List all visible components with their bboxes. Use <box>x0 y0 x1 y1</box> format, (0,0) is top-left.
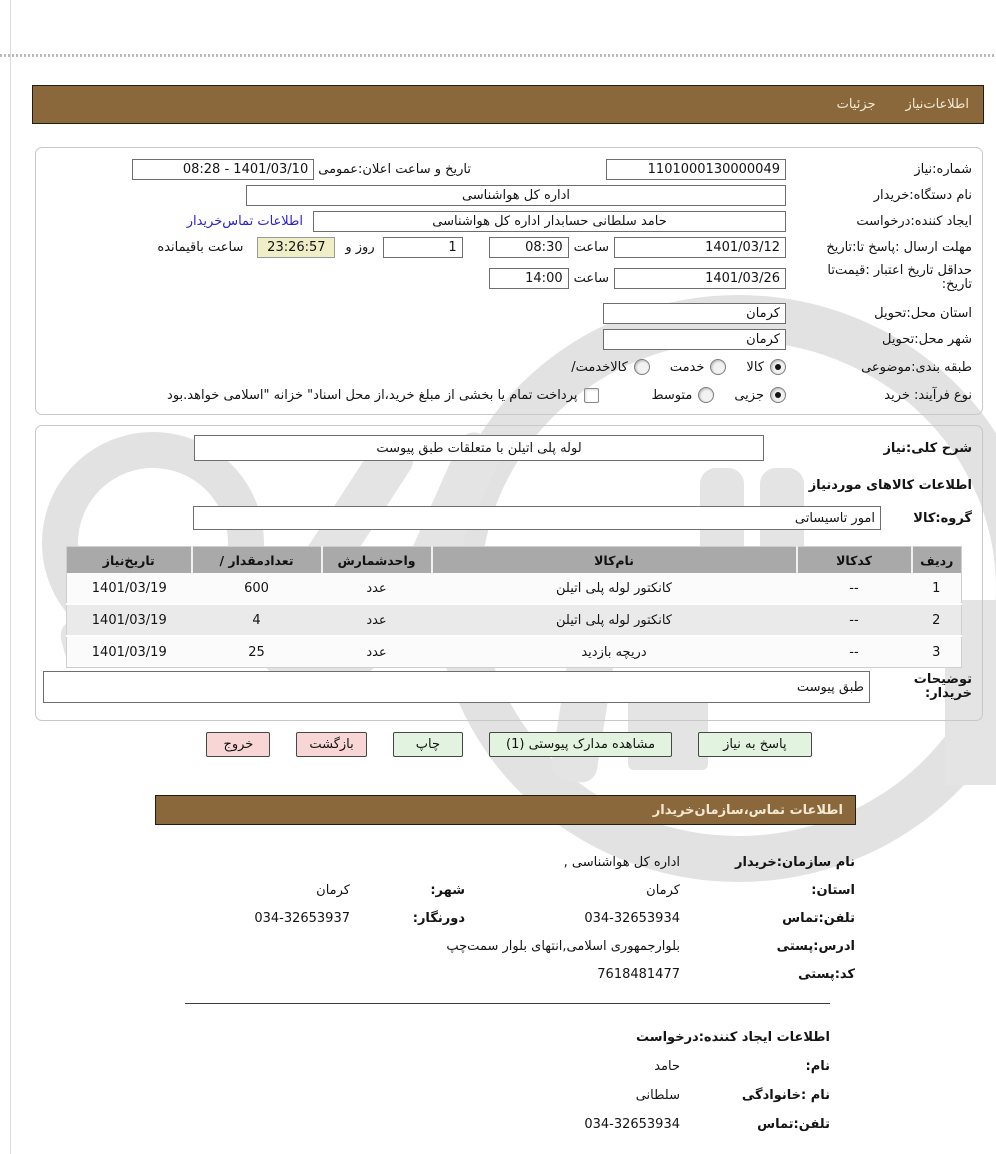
top-tab-bar <box>32 85 984 124</box>
creator-family-label: نام :خانوادگی <box>741 1088 830 1103</box>
contact-address-label: ادرس:پستی <box>776 938 855 954</box>
creator-family-row <box>155 1081 830 1110</box>
deadline-hour-label: ساعت <box>573 239 609 255</box>
address-row <box>155 932 855 960</box>
group-row <box>46 504 972 532</box>
contact-phone-value: 034-32653934 <box>584 910 680 926</box>
buyer-contact-heading: اطلاعات تماس،سازمان‌خریدار <box>652 802 843 818</box>
postal-code-row <box>155 960 855 988</box>
section-divider <box>185 1003 830 1004</box>
goods-table <box>66 546 962 668</box>
contact-province-label: استان: <box>811 882 855 898</box>
left-edge-divider <box>10 0 11 1154</box>
goods-info-heading-text: اطلاعات کالاهای موردنیاز <box>808 477 972 493</box>
deadline-label: مهلت ارسال :پاسخ تا:تاریخ <box>826 239 972 255</box>
buyer-contact-link[interactable]: اطلاعات تماس‌خریدار <box>186 213 303 229</box>
org-name-label: نام سازمان:خریدار <box>735 854 855 870</box>
contact-province-value: کرمان <box>646 882 680 898</box>
classification-row <box>46 354 972 380</box>
cell-need-date: 1401/03/19 <box>67 636 192 668</box>
cell-need-date: 1401/03/19 <box>67 604 192 636</box>
contact-city-label: شهر: <box>430 882 465 898</box>
table-row <box>67 604 962 636</box>
remaining-days-field[interactable]: 1 <box>383 237 463 258</box>
creator-phone-row <box>155 1110 830 1139</box>
city-label: شهر محل:تحویل <box>882 331 972 347</box>
action-button-row <box>35 732 983 757</box>
need-number-field[interactable]: 1101000130000049 <box>606 159 786 180</box>
city-row <box>46 326 972 352</box>
creator-label: ایجاد کننده:درخواست <box>856 213 972 229</box>
validity-label-line2: تاریخ: <box>941 277 972 292</box>
col-goods-code: کدکالا <box>797 547 912 574</box>
col-need-date: تاریخ‌نیاز <box>67 547 192 574</box>
province-label: استان محل:تحویل <box>874 305 972 321</box>
org-name-row <box>155 848 855 876</box>
buyer-org-field[interactable]: اداره کل هواشناسی <box>246 185 786 206</box>
announce-datetime-field[interactable]: 1401/03/10 - 08:28 <box>132 159 314 180</box>
request-creator-heading: اطلاعات ایجاد کننده:درخواست <box>636 1029 830 1045</box>
validity-date-field[interactable]: 1401/03/26 <box>614 268 786 289</box>
cell-quantity: 600 <box>192 573 322 604</box>
buyer-org-label: نام دستگاه:خریدار <box>873 187 972 203</box>
contact-fax-label: دورنگار: <box>412 910 465 926</box>
cell-quantity: 4 <box>192 604 322 636</box>
print-button[interactable]: چاپ <box>393 732 463 757</box>
respond-to-need-button[interactable]: پاسخ به نیاز <box>698 732 812 757</box>
province-field[interactable]: کرمان <box>603 303 786 324</box>
request-creator-section <box>155 1022 855 1139</box>
description-field[interactable]: لوله پلی اتیلن با متعلقات طبق پیوست <box>194 435 764 461</box>
contact-city-value: کرمان <box>316 882 350 898</box>
contact-phone-label: تلفن:تماس <box>782 910 855 926</box>
classification-label: طبقه بندی:موضوعی <box>861 359 972 375</box>
exit-button[interactable]: خروج <box>206 732 270 757</box>
process-type-label: نوع فرآیند: خرید <box>884 387 972 403</box>
group-field[interactable]: امور تاسیساتی <box>193 506 881 530</box>
cell-goods-code: -- <box>797 636 912 668</box>
process-radio-medium[interactable] <box>698 387 714 403</box>
cell-goods-code: -- <box>797 573 912 604</box>
validity-row <box>46 262 972 294</box>
province-row <box>46 300 972 326</box>
creator-phone-value: 034-32653934 <box>584 1117 680 1132</box>
classification-radio-goods[interactable] <box>770 359 786 375</box>
tab-details[interactable]: جزئیات <box>836 97 876 112</box>
validity-label <box>786 264 972 292</box>
contact-fax-value: 034-32653937 <box>254 910 350 926</box>
cell-goods-code: -- <box>797 604 912 636</box>
cell-need-date: 1401/03/19 <box>67 573 192 604</box>
description-label: شرح کلی:نیاز <box>883 440 972 456</box>
buyer-comments-label-line2: خریدار: <box>925 686 972 701</box>
cell-goods-name: کانکتور لوله پلی اتیلن <box>432 604 797 636</box>
announce-label: تاریخ و ساعت اعلان:عمومی <box>318 161 471 177</box>
creator-family-value: سلطانی <box>635 1088 680 1103</box>
tab-need-info[interactable]: اطلاعات‌نیاز <box>905 97 969 112</box>
col-quantity: تعدادمقدار / <box>192 547 322 574</box>
col-goods-name: نام‌کالا <box>432 547 797 574</box>
cell-row-number: 1 <box>912 573 962 604</box>
cell-unit: عدد <box>322 604 432 636</box>
treasury-payment-label: پرداخت تمام یا بخشی از مبلغ خرید،از محل اسناد" خزانه "اسلامی خواهد.بود <box>167 387 578 403</box>
cell-unit: عدد <box>322 573 432 604</box>
cell-row-number: 2 <box>912 604 962 636</box>
buyer-org-row <box>46 182 972 208</box>
cell-row-number: 3 <box>912 636 962 668</box>
col-unit: واحدشمارش <box>322 547 432 574</box>
classification-radio-service[interactable] <box>710 359 726 375</box>
need-summary-panel <box>35 147 983 415</box>
creator-phone-label: تلفن:تماس <box>757 1117 830 1132</box>
buyer-comments-label-line1: توضیحات <box>913 672 972 687</box>
buyer-comments-label <box>900 673 972 701</box>
back-button[interactable]: بازگشت <box>296 732 366 757</box>
cell-unit: عدد <box>322 636 432 668</box>
validity-hour-field[interactable]: 14:00 <box>489 268 569 289</box>
group-label: گروه:کالا <box>913 510 972 526</box>
goods-table-header-row <box>67 547 962 574</box>
process-option-minor-label: جزیی <box>734 387 764 403</box>
need-detail-panel <box>35 425 983 721</box>
remaining-time-box: 23:26:57 <box>257 237 335 258</box>
table-row <box>67 573 962 604</box>
top-dotted-divider <box>0 54 996 57</box>
org-name-value: اداره کل هواشناسی , <box>563 854 680 870</box>
city-field[interactable]: کرمان <box>603 329 786 350</box>
cell-goods-name: دریچه بازدید <box>432 636 797 668</box>
classification-radio-goods-service[interactable] <box>634 359 650 375</box>
process-option-medium-label: متوسط <box>651 387 693 403</box>
validity-label-line1: حداقل تاریخ اعتبار :قیمت‌تا <box>827 263 972 278</box>
buyer-comments-field[interactable]: طبق پیوست <box>43 671 870 703</box>
view-attachments-button[interactable]: مشاهده مدارک پیوستی (1) <box>489 732 672 757</box>
buyer-comments-row <box>46 670 972 704</box>
classification-option-goods-service-label: کالاخدمت/ <box>571 359 628 375</box>
goods-info-heading <box>46 472 972 498</box>
creator-field[interactable]: حامد سلطانی حسابدار اداره کل هواشناسی <box>313 211 786 232</box>
creator-row <box>46 208 972 234</box>
phone-fax-row <box>155 904 855 932</box>
process-type-row <box>46 382 972 408</box>
description-row <box>46 434 972 462</box>
contact-address-value: بلوارجمهوری اسلامی,انتهای بلوار سمت‌چپ <box>446 938 680 954</box>
table-row <box>67 636 962 668</box>
cell-quantity: 25 <box>192 636 322 668</box>
cell-goods-name: کانکتور لوله پلی اتیلن <box>432 573 797 604</box>
col-row-number: ردیف <box>912 547 962 574</box>
need-number-row <box>46 156 972 182</box>
creator-name-row <box>155 1052 830 1081</box>
validity-hour-label: ساعت <box>573 270 609 286</box>
deadline-date-field[interactable]: 1401/03/12 <box>614 237 786 258</box>
creator-name-label: نام: <box>805 1059 830 1074</box>
creator-name-value: حامد <box>654 1059 680 1074</box>
postal-code-value: 7618481477 <box>597 966 680 982</box>
classification-option-service-label: خدمت <box>669 359 705 375</box>
classification-option-goods-label: کالا <box>746 359 764 375</box>
treasury-payment-checkbox[interactable] <box>584 388 599 403</box>
process-radio-minor[interactable] <box>770 387 786 403</box>
days-label: روز و <box>345 239 375 255</box>
deadline-hour-field[interactable]: 08:30 <box>489 237 569 258</box>
remaining-hours-label: ساعت باقیمانده <box>157 239 244 255</box>
need-number-label: شماره:نیاز <box>914 161 972 177</box>
postal-code-label: کد:پستی <box>798 966 855 982</box>
buyer-contact-section <box>155 848 855 988</box>
deadline-row <box>46 234 972 260</box>
province-city-row <box>155 876 855 904</box>
buyer-contact-header-bar <box>155 795 856 825</box>
